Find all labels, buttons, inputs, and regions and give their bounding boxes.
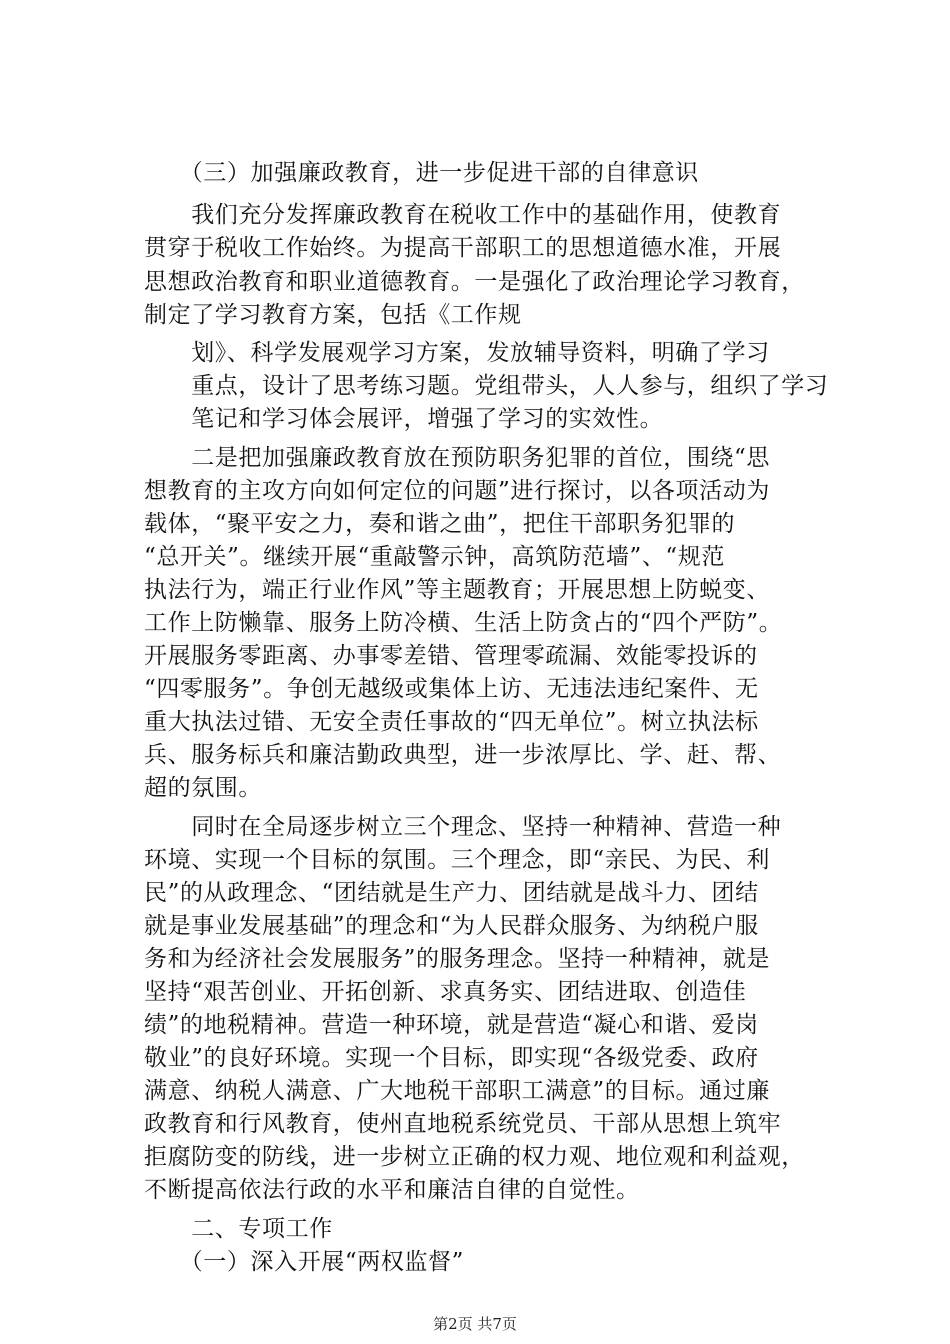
text-line: 超的氛围。 <box>144 775 262 801</box>
text-line: 绩”的地税精神。营造一种环境，就是营造“凝心和谐、爱岗 <box>144 1012 759 1038</box>
text-line: 满意、纳税人满意、广大地税干部职工满意”的目标。通过廉 <box>144 1078 770 1104</box>
text-line: 敬业”的良好环境。实现一个目标，即实现“各级党委、政府 <box>144 1045 759 1071</box>
text-line: （三）加强廉政教育，进一步促进干部的自律意识 <box>144 160 699 186</box>
text-line: 环境、实现一个目标的氛围。三个理念，即“亲民、为民、利 <box>144 847 770 873</box>
text-line: 笔记和学习体会展评，增强了学习的实效性。 <box>144 406 664 432</box>
text-line: 我们充分发挥廉政教育在税收工作中的基础作用，使教育 <box>144 202 782 228</box>
text-line: 执法行为，端正行业作风”等主题教育；开展思想上防蜕变、 <box>144 577 770 603</box>
subsection-heading: （一）深入开展“两权监督” <box>144 1249 465 1275</box>
text-line: 想教育的主攻方向如何定位的问题”进行探讨，以各项活动为 <box>144 478 770 504</box>
text-line: 务和为经济社会发展服务”的服务理念。坚持一种精神，就是 <box>144 946 770 972</box>
text-line: 划》、科学发展观学习方案，发放辅导资料，明确了学习 <box>144 340 770 366</box>
text-line: 坚持“艰苦创业、开拓创新、求真务实、团结进取、创造佳 <box>144 979 747 1005</box>
text-line: 制定了学习教育方案，包括《工作规 <box>144 302 522 328</box>
text-line: “四零服务”。争创无越级或集体上访、无违法违纪案件、无 <box>144 676 759 702</box>
text-line: 兵、服务标兵和廉洁勤政典型，进一步浓厚比、学、赶、帮、 <box>144 742 782 768</box>
text-line: 重点，设计了思考练习题。党组带头，人人参与，组织了学习 <box>144 373 829 399</box>
text-line: 同时在全局逐步树立三个理念、坚持一种精神、营造一种 <box>144 814 782 840</box>
page-number-footer: 第2页 共7页 <box>433 1315 517 1333</box>
text-line: 贯穿于税收工作始终。为提高干部职工的思想道德水准，开展 <box>144 235 782 261</box>
text-line: 开展服务零距离、办事零差错、管理零疏漏、效能零投诉的 <box>144 643 758 669</box>
text-line: 二是把加强廉政教育放在预防职务犯罪的首位，围绕“思 <box>144 445 770 471</box>
text-line: 重大执法过错、无安全责任事故的“四无单位”。树立执法标 <box>144 709 759 735</box>
text-line: 民”的从政理念、“团结就是生产力、团结就是战斗力、团结 <box>144 880 759 906</box>
text-line: 拒腐防变的防线，进一步树立正确的权力观、地位观和利益观， <box>144 1144 805 1170</box>
text-line: 载体，“聚平安之力，奏和谐之曲”，把住干部职务犯罪的 <box>144 511 736 537</box>
section-heading: 二、专项工作 <box>144 1216 333 1242</box>
text-line: 思想政治教育和职业道德教育。一是强化了政治理论学习教育， <box>144 269 805 295</box>
text-line: 就是事业发展基础”的理念和“为人民群众服务、为纳税户服 <box>144 913 759 939</box>
text-line: “总开关”。继续开展“重敲警示钟，高筑防范墙”、“规范 <box>144 544 725 570</box>
text-line: 工作上防懒靠、服务上防冷横、生活上防贪占的“四个严防”。 <box>144 610 783 636</box>
text-line: 政教育和行风教育，使州直地税系统党员、干部从思想上筑牢 <box>144 1111 782 1137</box>
text-line: 不断提高依法行政的水平和廉洁自律的自觉性。 <box>144 1177 640 1203</box>
